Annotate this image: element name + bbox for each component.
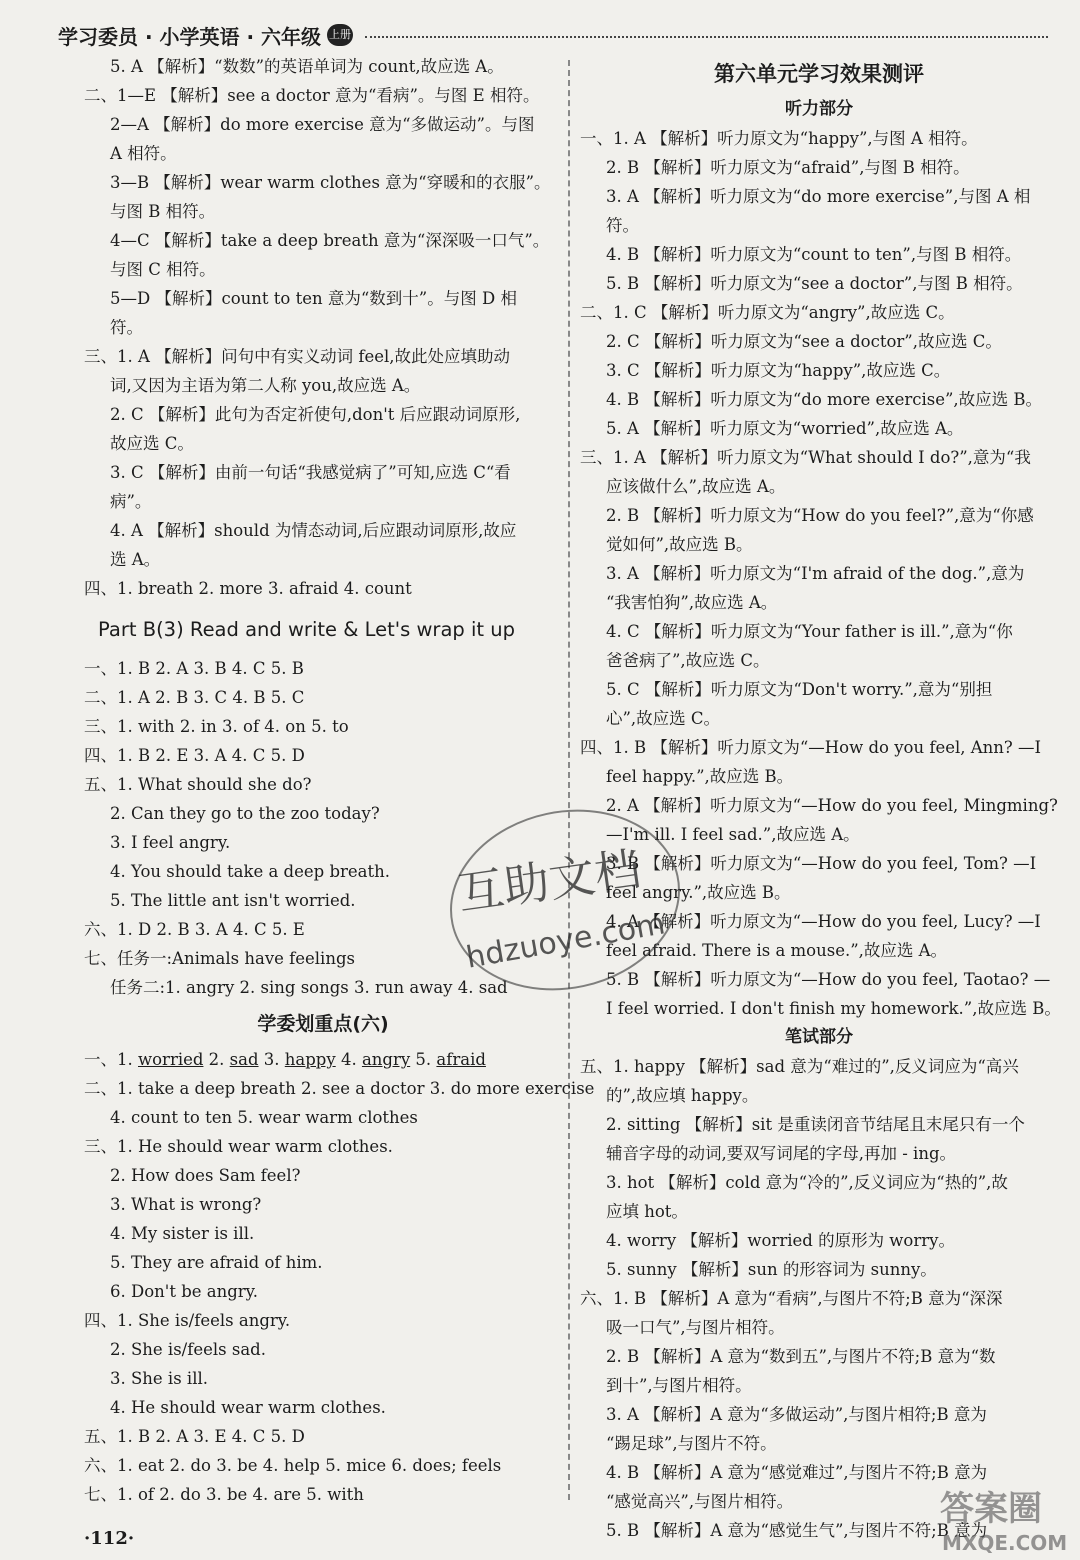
answer-line: 七、任务一:Animals have feelings bbox=[84, 949, 355, 968]
answer-line: 4—C 【解析】take a deep breath 意为“深深吸一口气”。 bbox=[110, 231, 550, 250]
answer-line: 三、1. A 【解析】问句中有实义动词 feel,故此处应填助动 bbox=[84, 347, 511, 366]
answer-line: 爸爸病了”,故应选 C。 bbox=[606, 651, 770, 670]
answer-line: 二、1. A 2. B 3. C 4. B 5. C bbox=[84, 688, 305, 707]
answer-line: 吸一口气”,与图片相符。 bbox=[606, 1318, 785, 1337]
answer-line: 辅音字母的动词,要双写词尾的字母,再加 - ing。 bbox=[606, 1144, 957, 1163]
listening-heading: 听力部分 bbox=[785, 99, 853, 119]
answer-line: 词,又因为主语为第二人称 you,故应选 A。 bbox=[110, 376, 421, 395]
answer-line: 5. B 【解析】听力原文为“—How do you feel, Taotao? — bbox=[606, 970, 1051, 989]
answer-line: 4. count to ten 5. wear warm clothes bbox=[110, 1108, 418, 1127]
answer-line: 3. C 【解析】由前一句话“我感觉病了”可知,应选 C“看 bbox=[110, 463, 511, 482]
answer-line: 2. C 【解析】此句为否定祈使句,don't 后应跟动词原形, bbox=[110, 405, 521, 424]
answer-line: 3. C 【解析】听力原文为“happy”,故应选 C。 bbox=[606, 361, 951, 380]
answer-line: 心”,故应选 C。 bbox=[606, 709, 721, 728]
answer-line: 3. A 【解析】听力原文为“do more exercise”,与图 A 相 bbox=[606, 187, 1031, 206]
written-heading: 笔试部分 bbox=[785, 1027, 853, 1047]
text-fragment: 一、1. bbox=[84, 1050, 138, 1069]
underlined-word: angry bbox=[361, 1050, 411, 1069]
answer-line: 5. B 【解析】听力原文为“see a doctor”,与图 B 相符。 bbox=[606, 274, 1023, 293]
text-fragment: 4. bbox=[335, 1050, 362, 1069]
answer-line: 应填 hot。 bbox=[606, 1202, 688, 1221]
answer-line: feel angry.”,故应选 B。 bbox=[606, 883, 791, 902]
answer-line: A 相符。 bbox=[110, 144, 177, 163]
answer-line: 二、1. take a deep breath 2. see a doctor 3. do more exercise bbox=[84, 1079, 595, 1098]
answer-line: 2. How does Sam feel? bbox=[110, 1166, 301, 1185]
answer-line: 4. A 【解析】听力原文为“—How do you feel, Lucy? —I bbox=[606, 912, 1041, 931]
answer-line: 三、1. A 【解析】听力原文为“What should I do?”,意为“我 bbox=[580, 448, 1031, 467]
answer-line: 5. The little ant isn't worried. bbox=[110, 891, 356, 910]
answer-line: 2. B 【解析】听力原文为“afraid”,与图 B 相符。 bbox=[606, 158, 970, 177]
underlined-word: happy bbox=[284, 1050, 336, 1069]
focus-section-title: 学委划重点(六) bbox=[257, 1013, 389, 1035]
answer-line: 四、1. She is/feels angry. bbox=[84, 1311, 291, 1330]
answer-line: 三、1. with 2. in 3. of 4. on 5. to bbox=[84, 717, 349, 736]
answer-line: 符。 bbox=[606, 216, 639, 235]
answer-line: 3. What is wrong? bbox=[110, 1195, 262, 1214]
corner-watermark-text: 答案圈 bbox=[940, 1489, 1042, 1529]
answer-line: 故应选 C。 bbox=[110, 434, 194, 453]
answer-line: 六、1. D 2. B 3. A 4. C 5. E bbox=[84, 920, 305, 939]
answer-line: 四、1. breath 2. more 3. afraid 4. count bbox=[84, 579, 412, 598]
answer-line: 选 A。 bbox=[110, 550, 161, 569]
answer-line: 四、1. B 2. E 3. A 4. C 5. D bbox=[84, 746, 305, 765]
answer-line: 5. sunny 【解析】sun 的形容词为 sunny。 bbox=[606, 1260, 937, 1279]
answer-line: 4. B 【解析】听力原文为“count to ten”,与图 B 相符。 bbox=[606, 245, 1022, 264]
answer-line: 的”,故应填 happy。 bbox=[606, 1086, 759, 1105]
part-b-heading: Part B(3) Read and write & Let's wrap it up bbox=[98, 618, 515, 641]
underlined-word: worried bbox=[138, 1050, 204, 1069]
column-divider bbox=[568, 60, 570, 1500]
answer-line: 二、1. C 【解析】听力原文为“angry”,故应选 C。 bbox=[580, 303, 955, 322]
answer-line: feel happy.”,故应选 B。 bbox=[606, 767, 794, 786]
text-fragment: 3. bbox=[258, 1050, 285, 1069]
answer-line: 四、1. B 【解析】听力原文为“—How do you feel, Ann? —I bbox=[580, 738, 1042, 757]
answer-line: 5. B 【解析】A 意为“感觉生气”,与图片不符;B 意为 bbox=[606, 1521, 988, 1540]
volume-badge: 上册 bbox=[327, 24, 353, 46]
answer-line: 2. B 【解析】听力原文为“How do you feel?”,意为“你感 bbox=[606, 506, 1034, 525]
answer-line: 5. They are afraid of him. bbox=[110, 1253, 323, 1272]
answer-line: 3. A 【解析】听力原文为“I'm afraid of the dog.”,意为 bbox=[606, 564, 1025, 583]
answer-line: 4. worry 【解析】worried 的原形为 worry。 bbox=[606, 1231, 955, 1250]
answer-line: feel afraid. There is a mouse.”,故应选 A。 bbox=[606, 941, 948, 960]
answer-line: 5. A 【解析】“数数”的英语单词为 count,故应选 A。 bbox=[110, 57, 504, 76]
answer-line: —I'm ill. I feel sad.”,故应选 A。 bbox=[606, 825, 860, 844]
text-fragment: 2. bbox=[203, 1050, 230, 1069]
answer-line: 6. Don't be angry. bbox=[110, 1282, 259, 1301]
answer-line: 5. A 【解析】听力原文为“worried”,故应选 A。 bbox=[606, 419, 964, 438]
answer-line: 3. I feel angry. bbox=[110, 833, 231, 852]
answer-line: 一、1. A 【解析】听力原文为“happy”,与图 A 相符。 bbox=[580, 129, 978, 148]
answer-line: 4. B 【解析】A 意为“感觉难过”,与图片不符;B 意为 bbox=[606, 1463, 988, 1482]
page-number: ·112· bbox=[84, 1528, 135, 1549]
page-header bbox=[58, 18, 1048, 52]
answer-line: 二、1—E 【解析】see a doctor 意为“看病”。与图 E 相符。 bbox=[84, 86, 540, 105]
watermark-text: hdzuoye.com bbox=[463, 906, 668, 976]
answer-line: 3. She is ill. bbox=[110, 1369, 208, 1388]
answer-line: 3—B 【解析】wear warm clothes 意为“穿暖和的衣服”。 bbox=[110, 173, 551, 192]
answer-line: 2. Can they go to the zoo today? bbox=[110, 804, 380, 823]
answer-line: 5. C 【解析】听力原文为“Don't worry.”,意为“别担 bbox=[606, 680, 993, 699]
answer-line: “感觉高兴”,与图片相符。 bbox=[606, 1492, 794, 1511]
answer-line: 2—A 【解析】do more exercise 意为“多做运动”。与图 bbox=[110, 115, 535, 134]
answer-line: 4. A 【解析】should 为情态动词,后应跟动词原形,故应 bbox=[110, 521, 517, 540]
answer-line: 2. She is/feels sad. bbox=[110, 1340, 266, 1359]
answer-line: 病”。 bbox=[110, 492, 152, 511]
underlined-word: sad bbox=[229, 1050, 259, 1069]
answer-line: 3. A 【解析】A 意为“多做运动”,与图片相符;B 意为 bbox=[606, 1405, 987, 1424]
right-column bbox=[580, 52, 1061, 1545]
answer-line: 符。 bbox=[110, 318, 143, 337]
answer-line: 五、1. happy 【解析】sad 意为“难过的”,反义词应为“高兴 bbox=[580, 1057, 1019, 1076]
answer-line: 七、1. of 2. do 3. be 4. are 5. with bbox=[84, 1485, 364, 1504]
answer-line bbox=[84, 1045, 562, 1074]
answer-line: 与图 B 相符。 bbox=[110, 202, 216, 221]
answer-line: 2. B 【解析】A 意为“数到五”,与图片不符;B 意为“数 bbox=[606, 1347, 996, 1366]
watermark-text: 互助文档 bbox=[454, 841, 645, 921]
answer-line: I feel worried. I don't finish my homework.”,故应选 B。 bbox=[606, 999, 1061, 1018]
answer-line: 2. C 【解析】听力原文为“see a doctor”,故应选 C。 bbox=[606, 332, 1002, 351]
answer-line: 任务二:1. angry 2. sing songs 3. run away 4. sad bbox=[110, 978, 508, 997]
answer-line: 觉如何”,故应选 B。 bbox=[606, 535, 753, 554]
answer-line: 三、1. He should wear warm clothes. bbox=[84, 1137, 393, 1156]
answer-line: 3. B 【解析】听力原文为“—How do you feel, Tom? —I bbox=[606, 854, 1037, 873]
answer-line: 3. hot 【解析】cold 意为“冷的”,反义词应为“热的”,故 bbox=[606, 1173, 1008, 1192]
answer-line: 六、1. B 【解析】A 意为“看病”,与图片不符;B 意为“深深 bbox=[580, 1289, 1003, 1308]
answer-line: 应该做什么”,故应选 A。 bbox=[606, 477, 786, 496]
text-fragment: 5. bbox=[410, 1050, 437, 1069]
underlined-word: afraid bbox=[436, 1050, 486, 1069]
answer-line: 5—D 【解析】count to ten 意为“数到十”。与图 D 相 bbox=[110, 289, 517, 308]
unit-test-title: 第六单元学习效果测评 bbox=[714, 62, 924, 86]
answer-line: 六、1. eat 2. do 3. be 4. help 5. mice 6. does; feels bbox=[84, 1456, 502, 1475]
answer-line: 4. B 【解析】听力原文为“do more exercise”,故应选 B。 bbox=[606, 390, 1043, 409]
answer-line: 2. sitting 【解析】sit 是重读闭音节结尾且末尾只有一个 bbox=[606, 1115, 1025, 1134]
answer-line: 五、1. What should she do? bbox=[84, 775, 312, 794]
answer-line: 4. You should take a deep breath. bbox=[110, 862, 391, 881]
answer-line: 4. He should wear warm clothes. bbox=[110, 1398, 386, 1417]
answer-line: 4. C 【解析】听力原文为“Your father is ill.”,意为“你 bbox=[606, 622, 1013, 641]
header-dotted-rule bbox=[365, 36, 1048, 38]
answer-line: 2. A 【解析】听力原文为“—How do you feel, Mingming? bbox=[606, 796, 1058, 815]
answer-line: 与图 C 相符。 bbox=[110, 260, 216, 279]
answer-line: “踢足球”,与图片不符。 bbox=[606, 1434, 777, 1453]
answer-line: “我害怕狗”,故应选 A。 bbox=[606, 593, 778, 612]
answer-line: 五、1. B 2. A 3. E 4. C 5. D bbox=[84, 1427, 305, 1446]
answer-line: 一、1. B 2. A 3. B 4. C 5. B bbox=[84, 659, 304, 678]
corner-watermark-text: MXQE.COM bbox=[942, 1531, 1068, 1555]
answer-line: 4. My sister is ill. bbox=[110, 1224, 255, 1243]
header-title: 学习委员 · 小学英语 · 六年级 bbox=[58, 24, 322, 49]
answer-line: 到十”,与图片相符。 bbox=[606, 1376, 752, 1395]
